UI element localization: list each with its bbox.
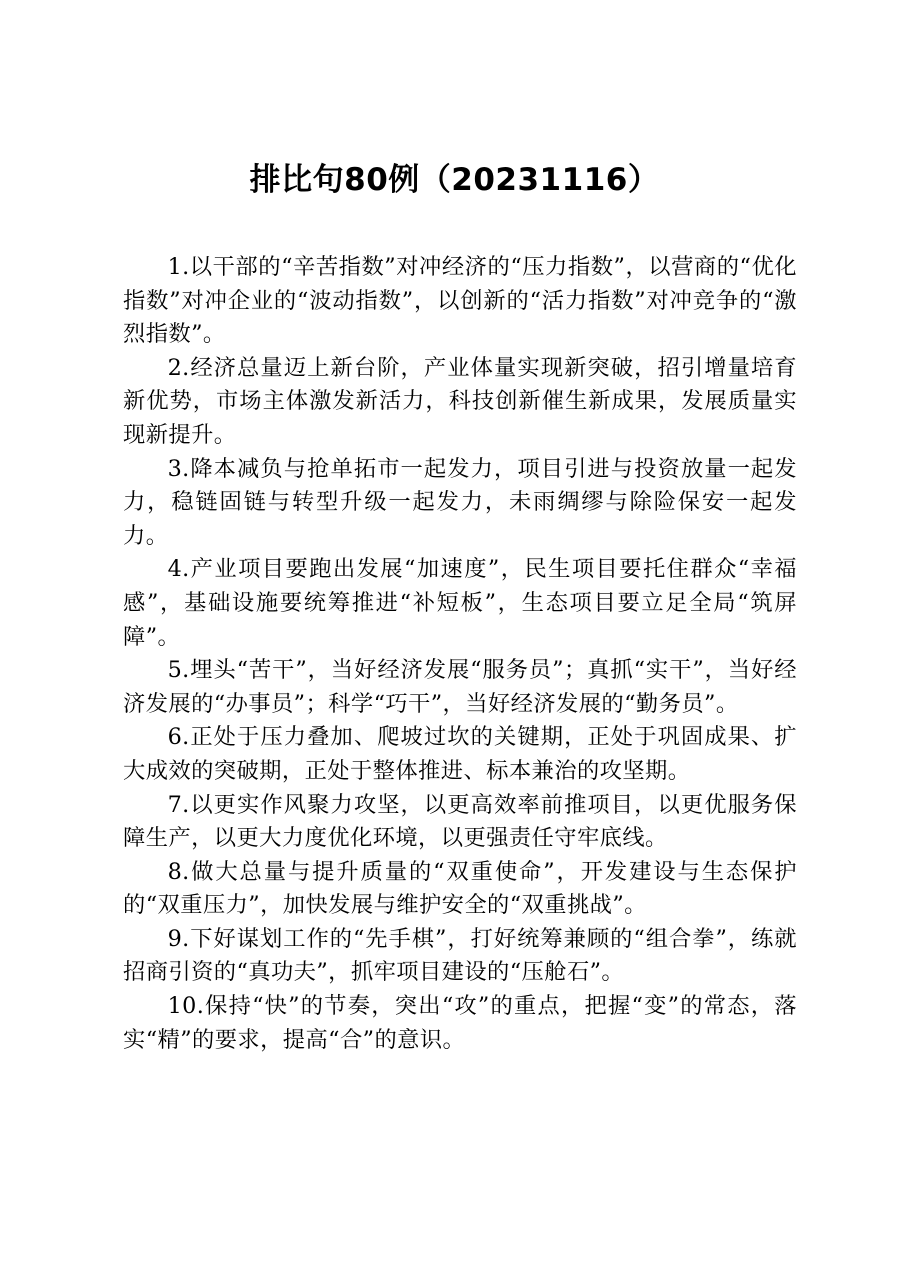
paragraph-1: 1.以干部的“辛苦指数”对冲经济的“压力指数”，以营商的“优化指数”对冲企业的“波动指数”，以创新的“活力指数”对冲竞争的“激烈指数”。 <box>123 254 797 348</box>
paragraph-9: 9.下好谋划工作的“先手棋”，打好统筹兼顾的“组合拳”，练就招商引资的“真功夫”，抓牢项目建设的“压舱石”。 <box>123 925 797 986</box>
paragraph-4: 4.产业项目要跑出发展“加速度”，民生项目要托住群众“幸福感”，基础设施要统筹推进“补短板”，生态项目要立足全局“筑屏障”。 <box>123 556 797 650</box>
document-body <box>123 251 797 1057</box>
paragraph-8: 8.做大总量与提升质量的“双重使命”，开发建设与生态保护的“双重压力”，加快发展与维护安全的“双重挑战”。 <box>123 858 797 919</box>
paragraph-10: 10.保持“快”的节奏，突出“攻”的重点，把握“变”的常态，落实“精”的要求，提高“合”的意识。 <box>123 993 797 1053</box>
paragraph-3: 3.降本减负与抢单拓市一起发力，项目引进与投资放量一起发力，稳链固链与转型升级一起发力，未雨绸缪与除险保安一起发力。 <box>123 455 797 549</box>
paragraph-5: 5.埋头“苦干”，当好经济发展“服务员”；真抓“实干”，当好经济发展的“办事员”；科学“巧干”，当好经济发展的“勤务员”。 <box>123 657 797 717</box>
paragraph-7: 7.以更实作风聚力攻坚，以更高效率前推项目，以更优服务保障生产，以更大力度优化环境，以更强责任守牢底线。 <box>123 791 797 852</box>
paragraph-2: 2.经济总量迈上新台阶，产业体量实现新突破，招引增量培育新优势，市场主体激发新活力，科技创新催生新成果，发展质量实现新提升。 <box>123 354 797 448</box>
paragraph-6: 6.正处于压力叠加、爬坡过坎的关键期，正处于巩固成果、扩大成效的突破期，正处于整体推进、标本兼治的攻坚期。 <box>123 724 797 784</box>
document-title: 排比句80例（20231116） <box>249 162 660 198</box>
